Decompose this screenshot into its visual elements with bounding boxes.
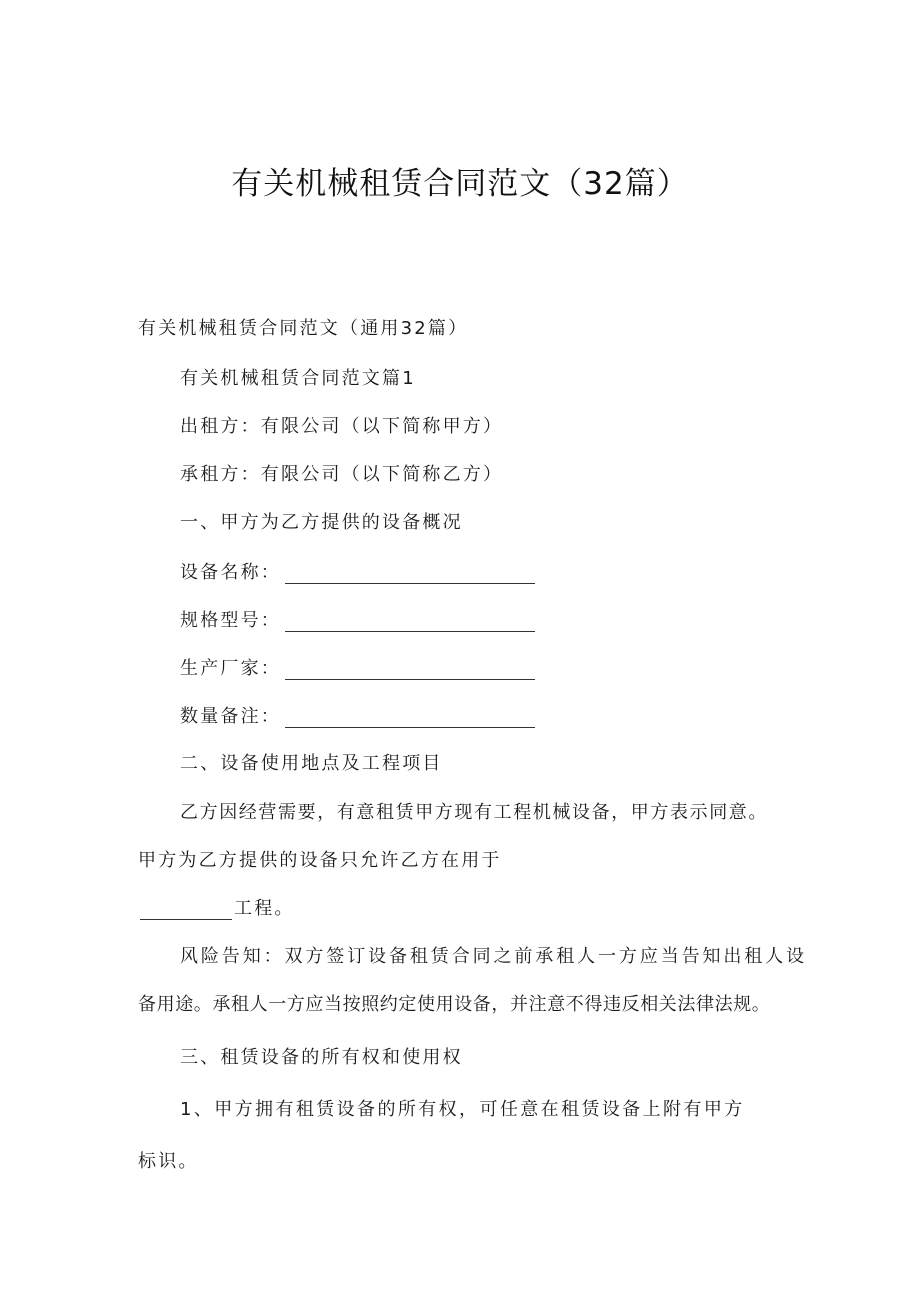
document-title: 有关机械租赁合同范文（32篇） xyxy=(231,166,689,202)
clause2-paragraph-line2: 甲方为乙方提供的设备只允许乙方在用于 xyxy=(138,850,502,871)
fill-in-blank[interactable] xyxy=(285,661,535,680)
field-equipment-name xyxy=(180,558,535,584)
fill-in-blank[interactable] xyxy=(285,613,535,632)
clause2-paragraph-line3 xyxy=(140,894,295,920)
lessee-line: 承租方：有限公司（以下简称乙方） xyxy=(180,464,504,485)
clause3-item1-line2: 标识。 xyxy=(138,1151,199,1172)
clause2-paragraph-line1: 乙方因经营需要，有意租赁甲方现有工程机械设备，甲方表示同意。 xyxy=(180,802,768,823)
field-label: 生产厂家： xyxy=(180,658,281,679)
field-quantity-notes xyxy=(180,702,535,728)
field-label: 规格型号： xyxy=(180,610,281,631)
field-label: 数量备注： xyxy=(180,706,281,727)
risk-notice-line2: 备用途。承租人一方应当按照约定使用设备，并注意不得违反相关法律法规。 xyxy=(138,994,771,1015)
document-subtitle: 有关机械租赁合同范文（通用32篇） xyxy=(138,318,469,339)
lessor-line: 出租方：有限公司（以下简称甲方） xyxy=(180,416,504,437)
clause2-title: 二、设备使用地点及工程项目 xyxy=(180,753,443,774)
fill-in-blank[interactable] xyxy=(285,709,535,728)
fill-in-blank[interactable] xyxy=(140,901,232,920)
field-manufacturer xyxy=(180,654,535,680)
clause1-title: 一、甲方为乙方提供的设备概况 xyxy=(180,512,463,533)
fill-in-blank[interactable] xyxy=(285,565,535,584)
project-suffix: 工程。 xyxy=(234,898,295,919)
field-label: 设备名称： xyxy=(180,562,281,583)
risk-notice-line1: 风险告知：双方签订设备租赁合同之前承租人一方应当告知出租人设 xyxy=(180,946,807,967)
section-heading: 有关机械租赁合同范文篇1 xyxy=(180,368,416,389)
clause3-item1-line1: 1、甲方拥有租赁设备的所有权，可任意在租赁设备上附有甲方 xyxy=(180,1099,745,1120)
field-spec-model xyxy=(180,606,535,632)
clause3-title: 三、租赁设备的所有权和使用权 xyxy=(180,1047,463,1068)
